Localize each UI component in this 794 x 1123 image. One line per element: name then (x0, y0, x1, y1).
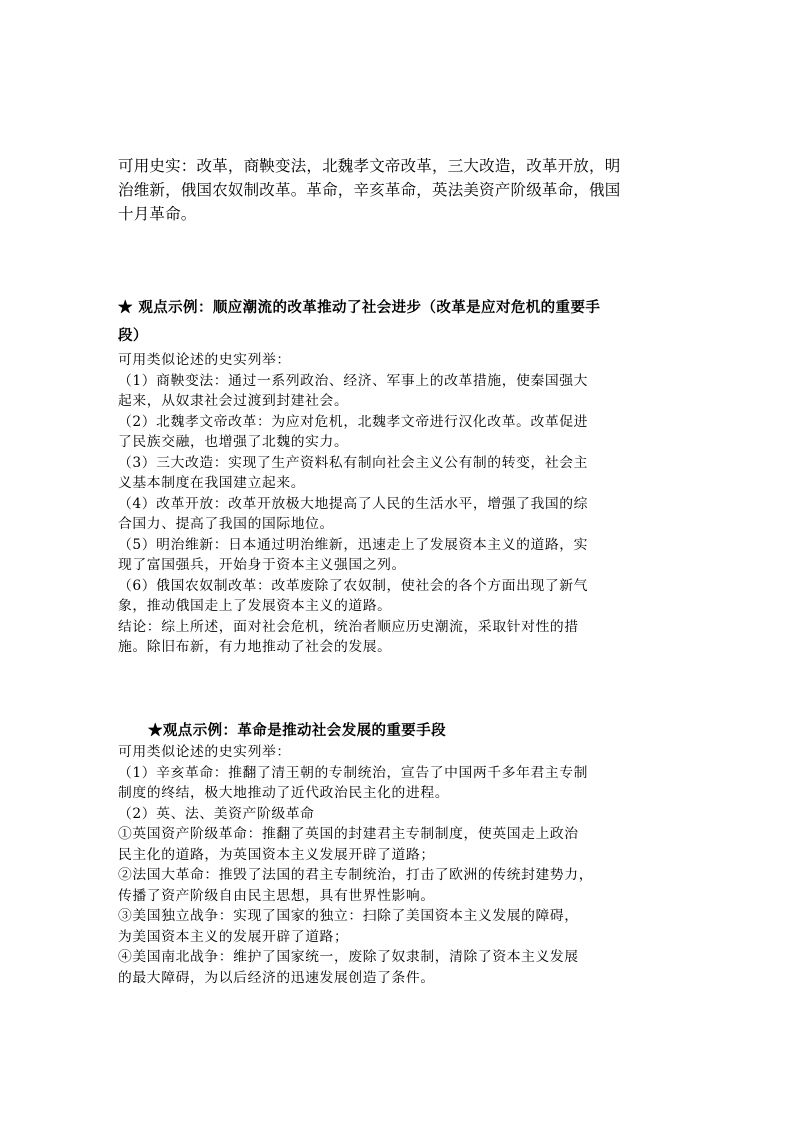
body-line: （2）北魏孝文帝改革：为应对危机，北魏孝文帝进行汉化改革。改革促进 (118, 413, 589, 430)
intro-line: 可用史实：改革，商鞅变法，北魏孝文帝改革，三大改造，改革开放，明 (118, 157, 621, 175)
body-line: （6）俄国农奴制改革：改革废除了农奴制，使社会的各个方面出现了新气 (118, 577, 589, 594)
body-line: 现了富国强兵，开始身于资本主义强国之列。 (118, 557, 406, 573)
section-revolution-body (118, 742, 684, 988)
body-line: 合国力、提高了我国的国际地位。 (118, 516, 334, 532)
body-line: 起来，从奴隶社会过渡到封建社会。 (118, 393, 349, 409)
section-reform-body (118, 350, 684, 658)
section-reform-title (118, 294, 684, 350)
body-line: （1）商鞅变法：通过一系列政治、经济、军事上的改革措施，使秦国强大 (118, 372, 589, 389)
body-line: （3）三大改造：实现了生产资料私有制向社会主义公有制的转变，社会主 (118, 454, 589, 471)
body-line: 制度的终结，极大地推动了近代政治民主化的进程。 (118, 785, 450, 801)
body-line: （4）改革开放：改革开放极大地提高了人民的生活水平，增强了我国的综 (118, 495, 589, 512)
body-line: 象，推动俄国走上了发展资本主义的道路。 (118, 598, 392, 614)
conclusion-line: 施。除旧布新，有力地推动了社会的发展。 (118, 639, 392, 655)
section-reform-title-line1: ★ 观点示例：顺应潮流的改革推动了社会进步（改革是应对危机的重要手 (118, 299, 601, 316)
body-line: 义基本制度在我国建立起来。 (118, 475, 306, 491)
intro-line: 十月革命。 (118, 205, 197, 223)
body-line: （5）明治维新：日本通过明治维新，迅速走上了发展资本主义的道路，实 (118, 536, 589, 553)
body-line: ④美国南北战争：维护了国家统一，废除了奴隶制，清除了资本主义发展 (118, 949, 579, 965)
body-line: ②法国大革命：推毁了法国的君主专制统治，打击了欧洲的传统封建势力， (118, 867, 594, 883)
section-revolution (118, 720, 684, 988)
body-line: 可用类似论述的史实列举： (118, 744, 291, 760)
intro-line: 治维新，俄国农奴制改革。革命，辛亥革命，英法美资产阶级革命，俄国 (118, 181, 621, 199)
body-line: （1）辛亥革命：推翻了清王朝的专制统治，宣告了中国两千多年君主专制 (118, 764, 589, 781)
body-line: 了民族交融，也增强了北魏的实力。 (118, 434, 349, 450)
section-reform (118, 294, 684, 658)
conclusion-line: 结论：综上所述，面对社会危机，统治者顺应历史潮流，采取针对性的措 (118, 618, 579, 635)
body-line: （2）英、法、美资产阶级革命 (118, 805, 315, 822)
body-line: 的最大障碍，为以后经济的迅速发展创造了条件。 (118, 969, 435, 986)
body-line: 民主化的道路，为英国资本主义发展开辟了道路； (118, 846, 435, 863)
intro-paragraph (118, 154, 678, 226)
body-line: 传播了资产阶级自由民主思想，具有世界性影响。 (118, 887, 435, 904)
body-line: 为美国资本主义的发展开辟了道路； (118, 928, 349, 945)
body-line: ①英国资产阶级革命：推翻了英国的封建君主专制制度，使英国走上政治 (118, 826, 579, 842)
body-line: 可用类似论述的史实列举： (118, 352, 291, 368)
section-revolution-title: ★观点示例：革命是推动社会发展的重要手段 (148, 722, 446, 739)
body-line: ③美国独立战争：实现了国家的独立：扫除了美国资本主义发展的障碍， (118, 908, 579, 924)
section-reform-title-line2: 段） (118, 327, 148, 344)
